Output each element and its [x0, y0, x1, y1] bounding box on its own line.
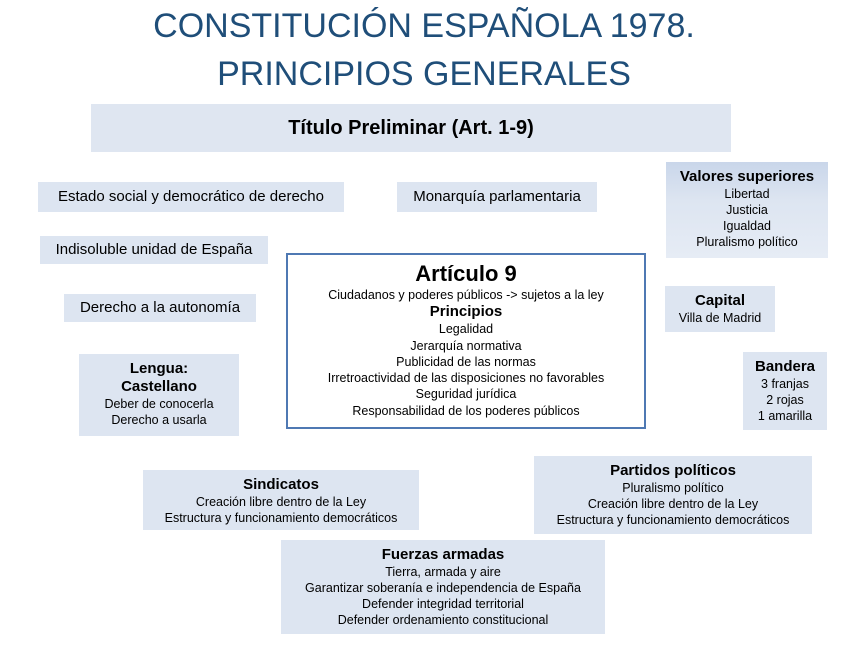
- principio-item: Publicidad de las normas: [396, 354, 536, 369]
- partidos-item: Estructura y funcionamiento democráticos: [556, 513, 790, 527]
- estado-social-box: [38, 182, 344, 212]
- valores-item: Pluralismo político: [696, 235, 798, 249]
- sindicatos-box: [143, 470, 419, 530]
- unidad-box: [40, 236, 268, 264]
- articulo-9-subtitle: Ciudadanos y poderes públicos -> sujetos a la ley: [328, 288, 604, 302]
- principio-item: Irretroactividad de las disposiciones no favorables: [327, 371, 605, 386]
- sindicatos-heading: Sindicatos: [243, 476, 319, 493]
- partidos-item: Creación libre dentro de la Ley: [587, 497, 759, 511]
- partidos-box: [534, 456, 812, 534]
- titulo-preliminar-label: Título Preliminar (Art. 1-9): [288, 117, 534, 139]
- bandera-heading: Bandera: [754, 358, 816, 375]
- autonomia-box: [64, 294, 256, 322]
- bandera-item: 3 franjas: [761, 377, 809, 391]
- titulo-preliminar-banner: [91, 104, 731, 152]
- valores-superiores-heading: Valores superiores: [679, 168, 815, 185]
- partidos-item: Pluralismo político: [622, 481, 724, 495]
- lengua-heading: Lengua:: [129, 360, 189, 377]
- fuerzas-armadas-heading: Fuerzas armadas: [381, 546, 505, 563]
- bandera-item: 2 rojas: [766, 393, 804, 407]
- principios-heading: Principios: [429, 303, 503, 321]
- monarquia-label: Monarquía parlamentaria: [413, 188, 581, 205]
- valores-superiores-box: [666, 162, 828, 258]
- lengua-heading-castellano: Castellano: [121, 378, 197, 395]
- page-title-line1: CONSTITUCIÓN ESPAÑOLA 1978.: [153, 7, 695, 45]
- articulo-9-title: Artículo 9: [415, 261, 517, 286]
- estado-social-label: Estado social y democrático de derecho: [58, 188, 324, 205]
- capital-heading: Capital: [694, 292, 745, 309]
- lengua-item: Derecho a usarla: [111, 413, 207, 427]
- capital-item: Villa de Madrid: [678, 311, 762, 325]
- sindicatos-item: Creación libre dentro de la Ley: [195, 495, 367, 509]
- partidos-heading: Partidos políticos: [610, 462, 736, 479]
- sindicatos-item: Estructura y funcionamiento democráticos: [164, 511, 398, 525]
- capital-box: [665, 286, 775, 332]
- lengua-item: Deber de conocerla: [104, 397, 214, 411]
- fuerzas-armadas-box: [281, 540, 605, 634]
- principio-item: Jerarquía normativa: [410, 338, 522, 353]
- fuerzas-item: Defender ordenamiento constitucional: [337, 613, 549, 627]
- valores-item: Libertad: [724, 187, 770, 201]
- monarquia-box: [397, 182, 597, 212]
- bandera-item: 1 amarilla: [757, 409, 813, 423]
- lengua-box: [79, 354, 239, 436]
- valores-item: Justicia: [726, 203, 768, 217]
- principio-item: Responsabilidad de los poderes públicos: [352, 403, 580, 418]
- fuerzas-item: Tierra, armada y aire: [385, 565, 501, 579]
- articulo-9-box: [286, 253, 646, 429]
- valores-item: Igualdad: [723, 219, 771, 233]
- bandera-box: [743, 352, 827, 430]
- principio-item: Seguridad jurídica: [415, 387, 517, 402]
- autonomia-label: Derecho a la autonomía: [79, 299, 241, 316]
- unidad-label: Indisoluble unidad de España: [55, 241, 253, 258]
- fuerzas-item: Garantizar soberanía e independencia de España: [305, 581, 581, 595]
- page-title-line2: PRINCIPIOS GENERALES: [217, 55, 631, 93]
- fuerzas-item: Defender integridad territorial: [362, 597, 524, 611]
- principio-item: Legalidad: [438, 322, 494, 337]
